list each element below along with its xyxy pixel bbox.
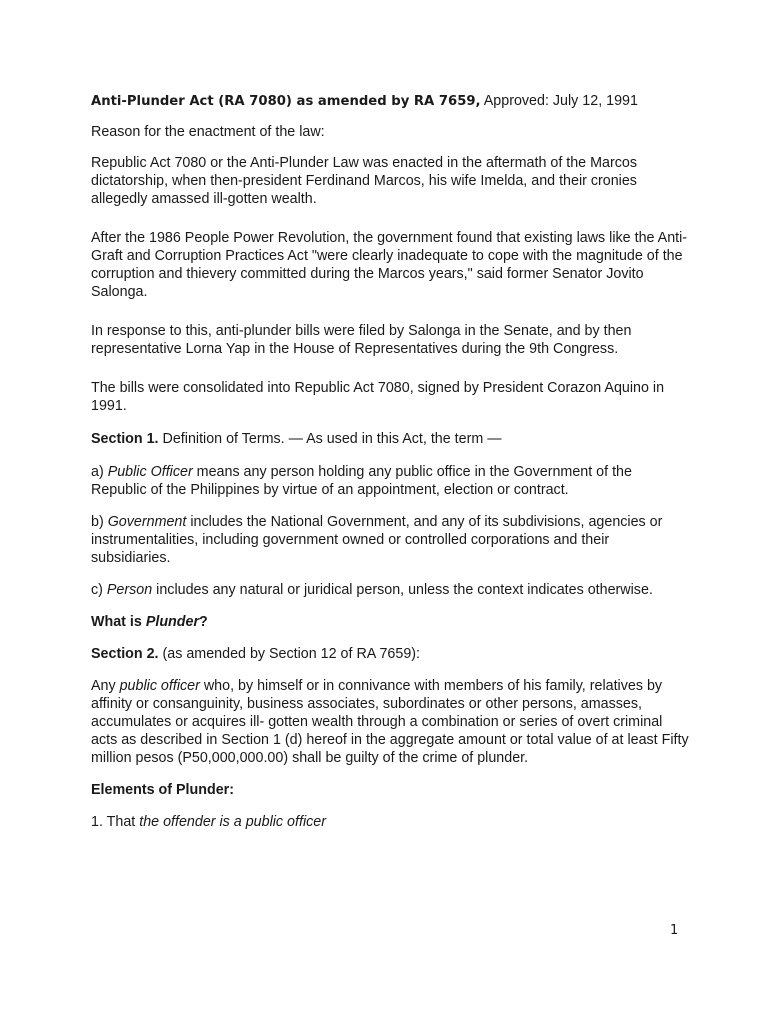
title-bold-text: Anti-Plunder Act (RA 7080) as amended by RA 7659, (91, 94, 481, 109)
what-is-term: Plunder (145, 614, 200, 630)
definition-b-text: includes the National Government, and any of its subdivisions, agencies or instrumentalities, including government owned or controlled corporations and their subsidiaries. (91, 514, 663, 566)
reason-heading: Reason for the enactment of the law: (91, 124, 325, 140)
document-page (91, 92, 691, 831)
section-2-text: (as amended by Section 12 of RA 7659): (158, 646, 421, 662)
definition-government (91, 513, 691, 567)
definition-b-term: Government (107, 514, 187, 530)
definition-c-prefix: c) (91, 582, 107, 598)
title-approval-text: Approved: July 12, 1991 (480, 93, 638, 109)
what-is-prefix: What is (91, 614, 146, 630)
section-2-label: Section 2. (91, 646, 159, 662)
plunder-definition (91, 677, 691, 767)
what-is-suffix: ? (199, 614, 208, 630)
plunder-def-text: who, by himself or in connivance with members of his family, relatives by affinity or consanguinity, business associates, subordinates or other persons, amasses, accumulates or acquires ill- gotten wealth through a combination or series of overt criminal acts as described in Section 1 (d) hereof in the aggregate amount or total value of at least Fifty million pesos (P50,000,000.00) shall be guilty of the crime of plunder. (91, 678, 689, 766)
section-1-label: Section 1. (91, 431, 159, 447)
paragraph-enactment: Republic Act 7080 or the Anti-Plunder Law was enacted in the aftermath of the Marcos dictatorship, when then-president Ferdinand Marcos, his wife Imelda, and their cronies allegedly amassed ill-gotten wealth. (91, 155, 637, 207)
section-1-heading (91, 430, 691, 448)
element-1 (91, 813, 691, 831)
element-1-prefix: 1. That (91, 814, 140, 830)
definition-person (91, 581, 691, 599)
paragraph-people-power: After the 1986 People Power Revolution, the government found that existing laws like the Anti-Graft and Corruption Practices Act "were clearly inadequate to cope with the magnitude of the corruption and thievery committed during the Marcos years," said former Senator Jovito Salonga. (91, 230, 688, 300)
definition-public-officer (91, 463, 691, 499)
definition-a-term: Public Officer (107, 464, 193, 480)
paragraph-consolidated: The bills were consolidated into Republic Act 7080, signed by President Corazon Aquino in 1991. (91, 380, 665, 414)
definition-a-prefix: a) (91, 464, 108, 480)
definition-a-text: means any person holding any public office in the Government of the Republic of the Philippines by virtue of an appointment, election or contract. (91, 464, 632, 498)
plunder-def-prefix: Any (91, 678, 120, 694)
paragraph-bills-filed: In response to this, anti-plunder bills were filed by Salonga in the Senate, and by then representative Lorna Yap in the House of Representatives during the 9th Congress. (91, 323, 632, 357)
definition-b-prefix: b) (91, 514, 108, 530)
what-is-plunder-heading (91, 613, 691, 631)
elements-heading-text: Elements of Plunder: (91, 782, 234, 798)
definition-c-text: includes any natural or juridical person, unless the context indicates otherwise. (152, 582, 653, 598)
section-2-heading (91, 645, 691, 663)
section-1-text: Definition of Terms. — As used in this Act, the term — (158, 431, 502, 447)
element-1-text: the offender is a public officer (139, 814, 326, 830)
page-number: 1 (670, 923, 679, 938)
elements-heading (91, 781, 691, 799)
plunder-def-term: public officer (119, 678, 200, 694)
document-title (91, 92, 691, 111)
definition-c-term: Person (106, 582, 153, 598)
